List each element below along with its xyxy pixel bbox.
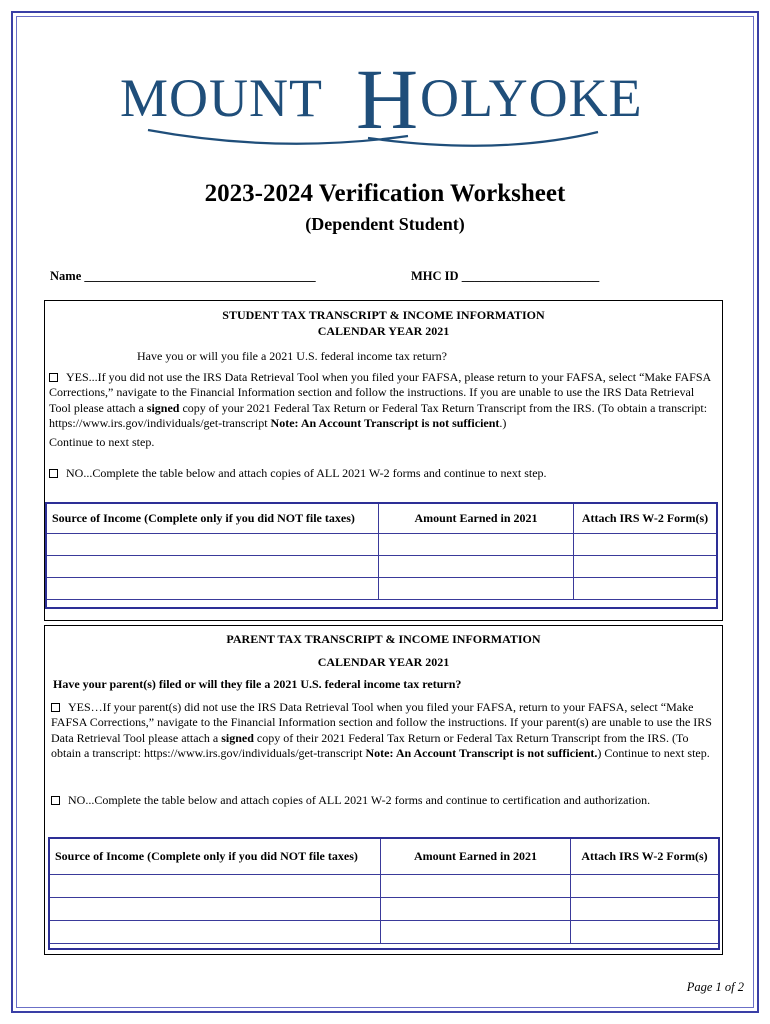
parent-no-option: NO...Complete the table below and attach copies of ALL 2021 W-2 forms and continue to certification and authorization.	[51, 793, 650, 808]
parent-yes-option: YES…If your parent(s) did not use the IRS Data Retrieval Tool when you filed your FAFSA, return to your FAFSA, select “Make FAFSA Corrections,” navigate to the Financial Information section and follow the instructions. If your parent(s) are unable to use the IRS Data Retrieval Tool please attach a signed copy of their 2021 Federal Tax Return or Federal Tax Return Transcript from the IRS. (To obtain a transcript: https://www.irs.gov/individuals/get-transcript Note: An Account Transcript is not sufficient.) Continue to next step.	[51, 700, 712, 761]
amount-cell[interactable]	[379, 534, 574, 556]
source-cell[interactable]	[46, 556, 379, 578]
column-header-w2: Attach IRS W-2 Form(s)	[574, 503, 717, 534]
column-header-w2: Attach IRS W-2 Form(s)	[571, 838, 719, 875]
source-cell[interactable]	[49, 898, 381, 921]
parent-heading: PARENT TAX TRANSCRIPT & INCOME INFORMATION	[226, 632, 541, 646]
table-row	[49, 898, 719, 921]
student-question: Have you or will you file a 2021 U.S. federal income tax return?	[137, 349, 447, 363]
mhc-id-field[interactable]: MHC ID ______________________	[411, 269, 600, 283]
parent-no-checkbox[interactable]	[51, 796, 60, 805]
table-row	[49, 921, 719, 944]
column-header-source: Source of Income (Complete only if you did NOT file taxes)	[49, 838, 381, 875]
table-row	[46, 578, 717, 600]
student-continue-text: Continue to next step.	[49, 435, 155, 449]
w2-cell[interactable]	[571, 898, 719, 921]
page-number: Page 1 of 2	[686, 980, 744, 994]
page-title: 2023-2024 Verification Worksheet	[204, 180, 566, 207]
page-subtitle: (Dependent Student)	[305, 214, 465, 234]
column-header-source: Source of Income (Complete only if you did NOT file taxes)	[46, 503, 379, 534]
parent-yes-checkbox[interactable]	[51, 703, 60, 712]
amount-cell[interactable]	[381, 875, 571, 898]
column-header-amount: Amount Earned in 2021	[381, 838, 571, 875]
w2-cell[interactable]	[574, 534, 717, 556]
table-header-row	[46, 503, 717, 534]
parent-income-table	[48, 837, 719, 944]
table-header-row	[49, 838, 719, 875]
table-row	[46, 556, 717, 578]
student-income-table	[45, 502, 717, 600]
source-cell[interactable]	[46, 534, 379, 556]
table-row	[46, 534, 717, 556]
source-cell[interactable]	[46, 578, 379, 600]
column-header-amount: Amount Earned in 2021	[379, 503, 574, 534]
student-calendar-year: CALENDAR YEAR 2021	[317, 324, 450, 338]
amount-cell[interactable]	[379, 556, 574, 578]
source-cell[interactable]	[49, 875, 381, 898]
table-row	[49, 875, 719, 898]
mount-holyoke-logo	[118, 58, 658, 154]
parent-calendar-year: CALENDAR YEAR 2021	[317, 655, 450, 669]
w2-cell[interactable]	[571, 921, 719, 944]
amount-cell[interactable]	[381, 898, 571, 921]
name-field[interactable]: Name _____________________________________	[50, 269, 316, 283]
student-no-checkbox[interactable]	[49, 469, 58, 478]
student-yes-option: YES...If you did not use the IRS Data Retrieval Tool when you filed your FAFSA, please return to your FAFSA, select “Make FAFSA Corrections,” navigate to the Financial Information section and follow the instructions. If you are unable to use the IRS Data Retrieval Tool please attach a signed copy of your 2021 Federal Tax Return or Federal Tax Return Transcript from the IRS. (To obtain a transcript: https://www.irs.gov/individuals/get-transcript Note: An Account Transcript is not sufficient.)	[49, 370, 711, 431]
source-cell[interactable]	[49, 921, 381, 944]
student-heading: STUDENT TAX TRANSCRIPT & INCOME INFORMATION	[222, 308, 545, 322]
amount-cell[interactable]	[379, 578, 574, 600]
svg-text:H: H	[356, 58, 419, 147]
student-no-option: NO...Complete the table below and attach copies of ALL 2021 W-2 forms and continue to next step.	[49, 466, 547, 481]
w2-cell[interactable]	[574, 578, 717, 600]
w2-cell[interactable]	[571, 875, 719, 898]
parent-question: Have your parent(s) filed or will they file a 2021 U.S. federal income tax return?	[53, 677, 462, 691]
amount-cell[interactable]	[381, 921, 571, 944]
svg-text:OLYOKE: OLYOKE	[420, 68, 643, 128]
student-yes-checkbox[interactable]	[49, 373, 58, 382]
w2-cell[interactable]	[574, 556, 717, 578]
svg-text:MOUNT: MOUNT	[120, 68, 323, 128]
